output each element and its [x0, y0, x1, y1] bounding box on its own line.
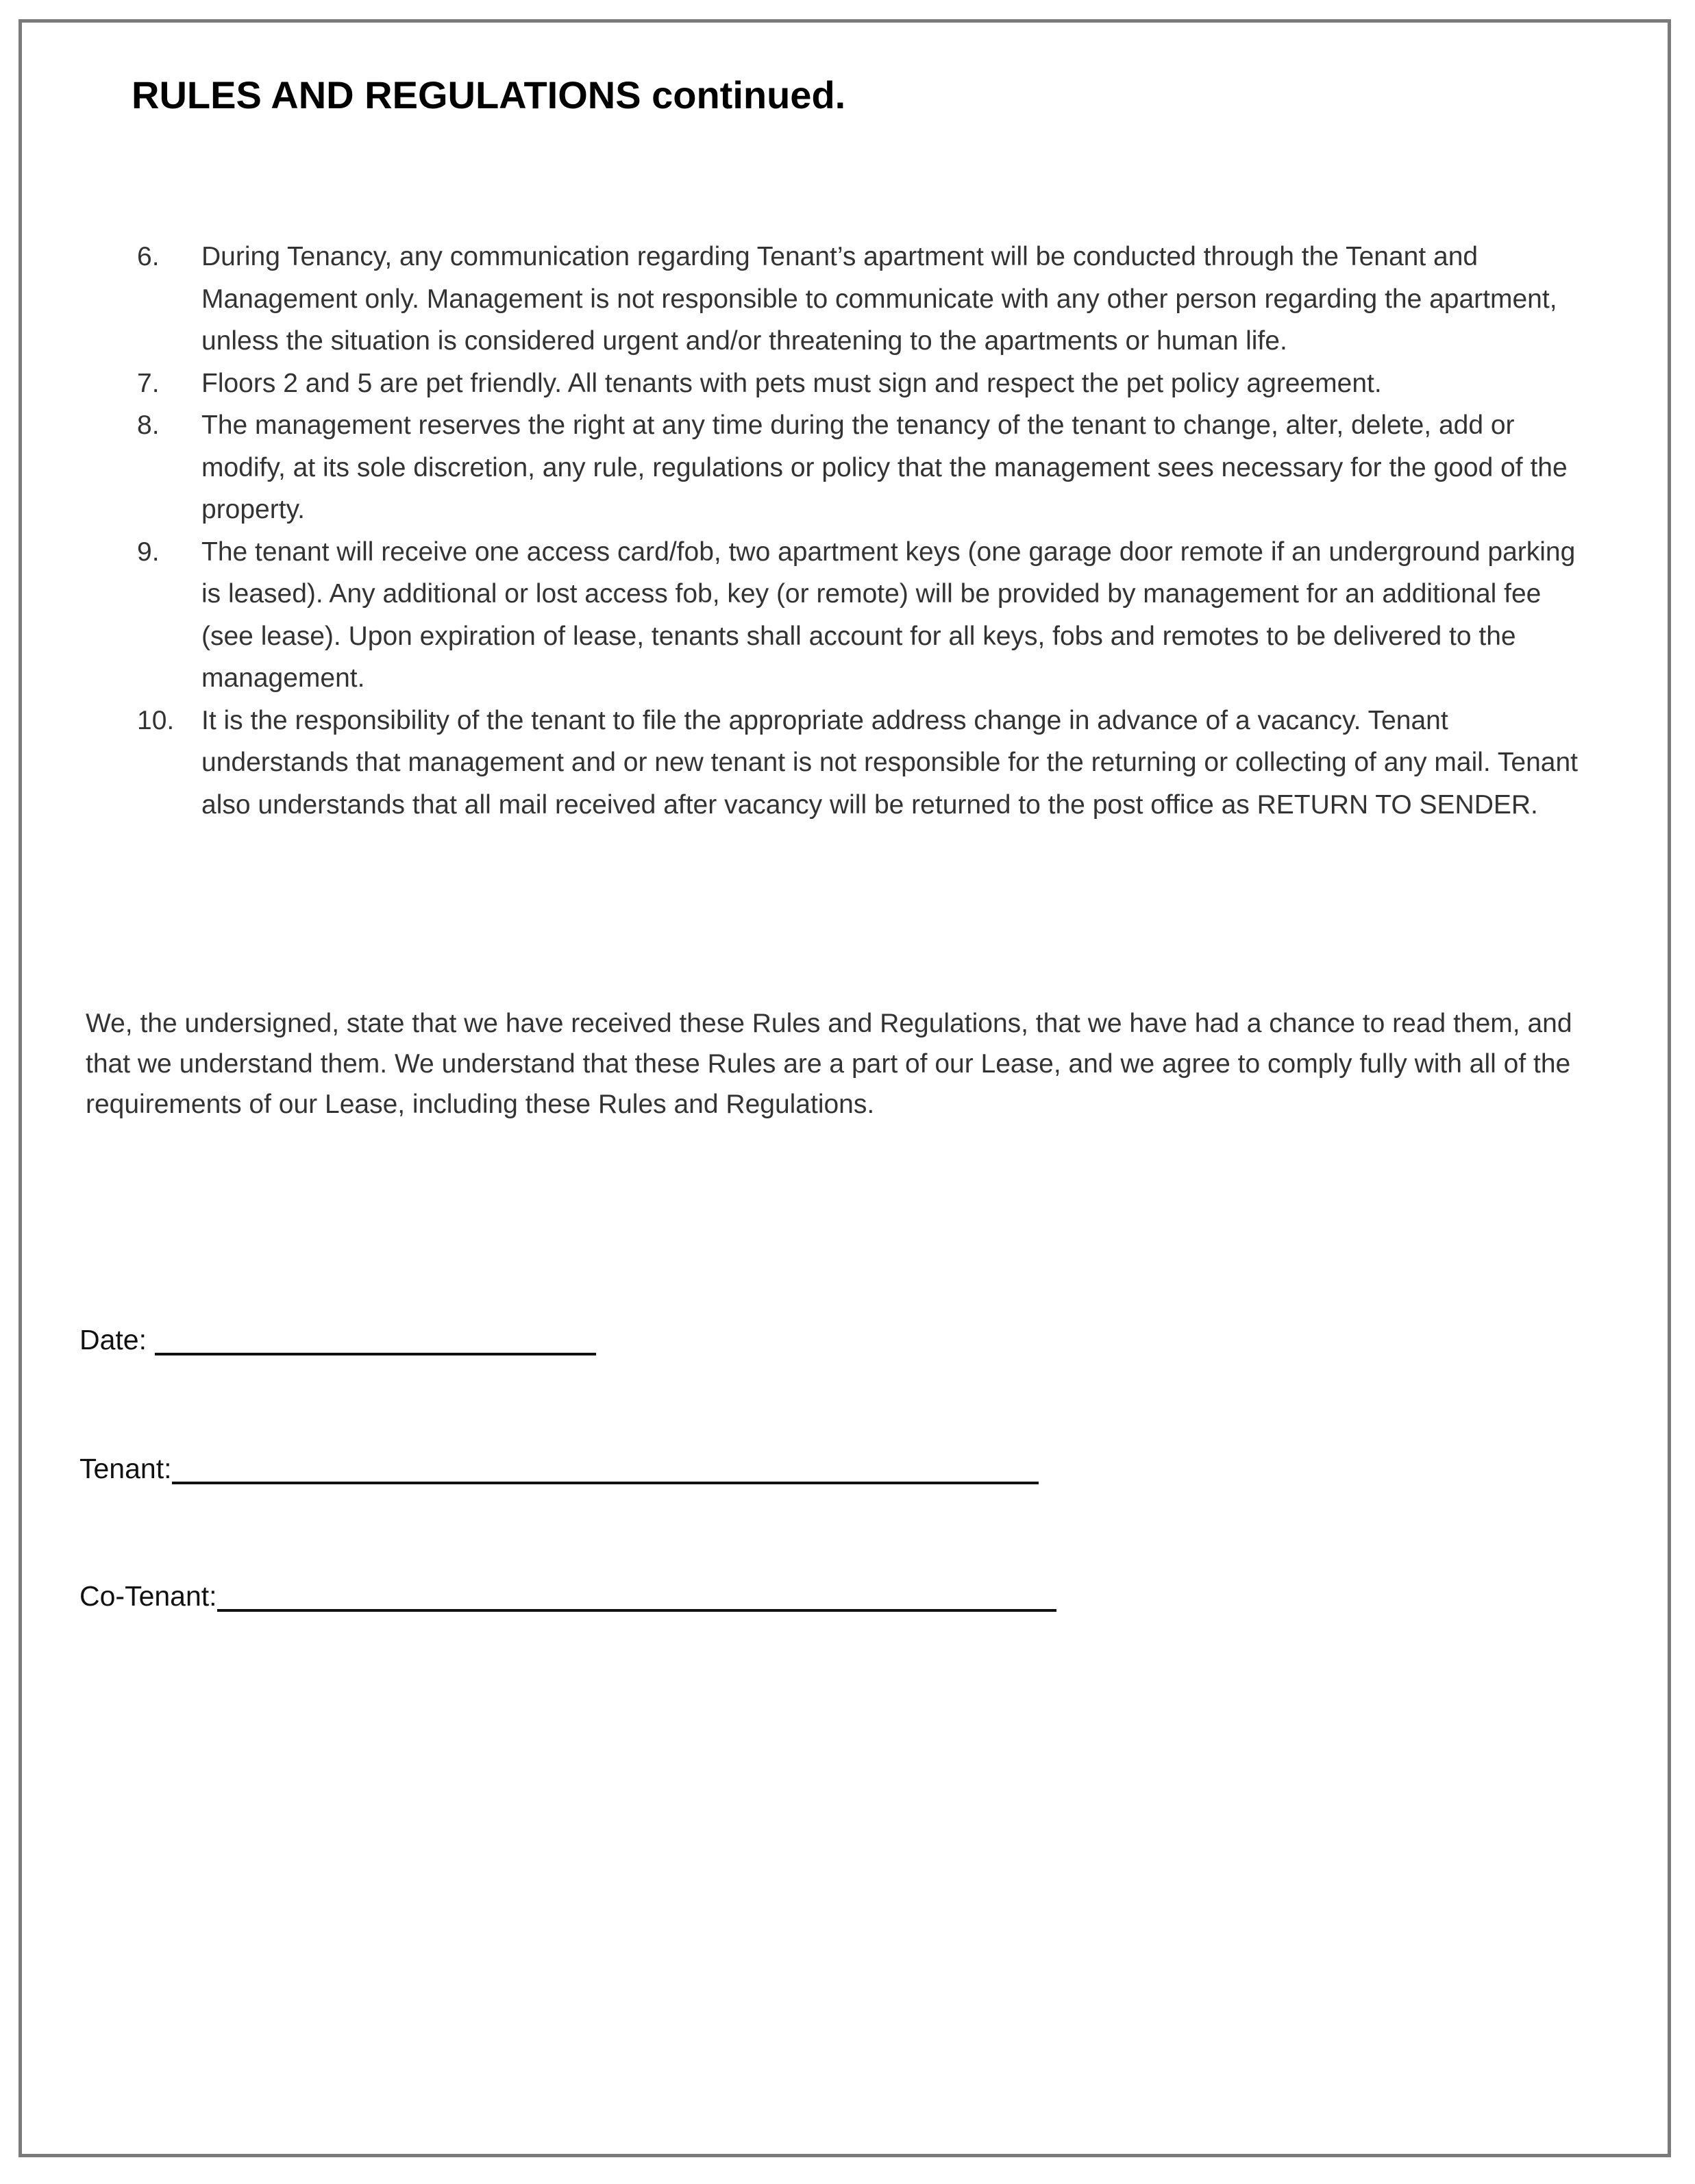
rule-number: 6. — [137, 242, 160, 271]
rule-number: 10. — [137, 705, 175, 735]
date-label: Date: — [79, 1324, 147, 1355]
tenant-signature-line[interactable] — [172, 1453, 1039, 1484]
acknowledgement-paragraph: We, the undersigned, state that we have received these Rules and Regulations, that we have had a chance to read them, and that we understand them. We understand that these Rules are a part of our Lease, and we agree to comply fully with all of the requirements of our Lease, including these Rules and Regulations. — [86, 1009, 1572, 1119]
cotenant-label: Co-Tenant: — [79, 1580, 217, 1612]
rule-text: The tenant will receive one access card/fob, two apartment keys (one garage door remote if an underground parking is leased). Any additional or lost access fob, key (or remote) will be provided by management for an additional fee (see lease). Upon expiration of lease, tenants shall account for all keys, fobs and remotes to be delivered to the management. — [201, 537, 1576, 693]
cotenant-signature-field — [79, 1578, 1056, 1615]
tenant-signature-field — [79, 1450, 1039, 1487]
rules-list — [137, 236, 1589, 826]
page-title: RULES AND REGULATIONS continued. — [132, 73, 846, 116]
rule-text: It is the responsibility of the tenant to file the appropriate address change in advance of a vacancy. Tenant understands that management and or new tenant is not responsible for the returning or collecting of any mail. Tenant also understands that all mail received after vacancy will be returned to the post office as RETURN TO SENDER. — [201, 705, 1578, 820]
tenant-label: Tenant: — [79, 1453, 172, 1484]
rule-item-9 — [137, 531, 1589, 700]
rule-number: 9. — [137, 537, 160, 567]
rule-item-10 — [137, 700, 1589, 826]
cotenant-signature-line[interactable] — [217, 1580, 1056, 1612]
rule-item-7 — [137, 363, 1589, 405]
rule-text: During Tenancy, any communication regarding Tenant’s apartment will be conducted through the Tenant and Management only. Management is not responsible to communicate with any other person regarding the apartment, unless the situation is considered urgent and/or threatening to the apartments or human life. — [201, 242, 1557, 356]
rule-text: The management reserves the right at any time during the tenancy of the tenant to change, alter, delete, add or modify, at its sole discretion, any rule, regulations or policy that the management sees necessary for the good of the property. — [201, 410, 1568, 524]
rule-number: 8. — [137, 410, 160, 440]
rule-item-8 — [137, 404, 1589, 531]
rule-item-6 — [137, 236, 1589, 363]
rule-number: 7. — [137, 368, 160, 398]
rule-text: Floors 2 and 5 are pet friendly. All tenants with pets must sign and respect the pet policy agreement. — [201, 368, 1382, 398]
date-blank-line[interactable] — [155, 1324, 596, 1355]
date-field — [79, 1321, 596, 1358]
